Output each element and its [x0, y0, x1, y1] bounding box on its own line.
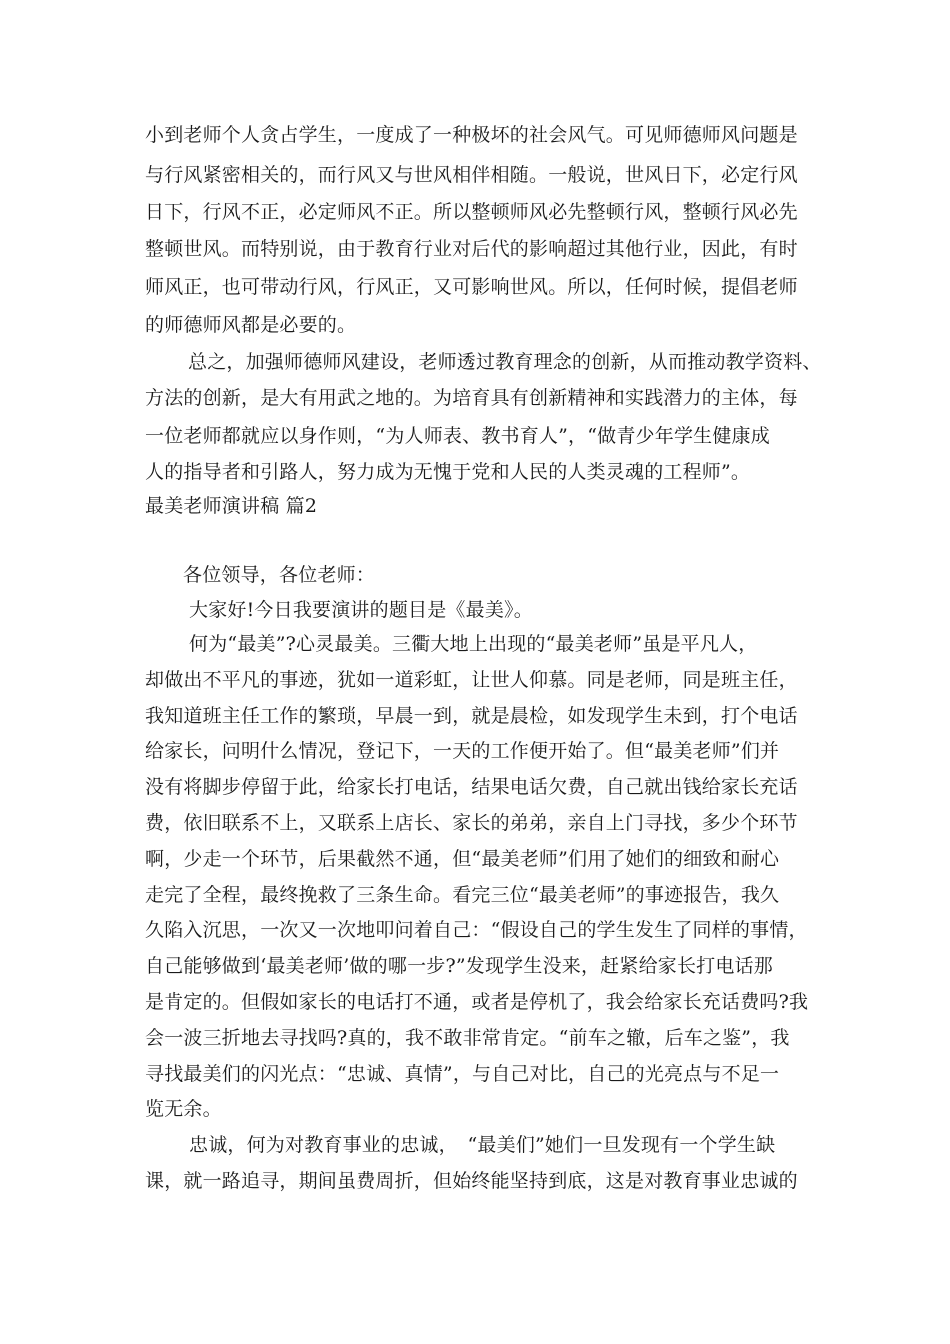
text-line: 是肯定的。但假如家长的电话打不通，或者是停机了，我会给家长充话费吗?我 — [145, 991, 809, 1013]
text-line: 费，依旧联系不上，又联系上店长、家长的弟弟，亲自上门寻找，多少个环节 — [145, 812, 798, 834]
text-line: 一位老师都就应以身作则，“为人师表、教书育人”，“做青少年学生健康成 — [145, 425, 770, 447]
text-line: 整顿世风。而特别说，由于教育行业对后代的影响超过其他行业，因此，有时 — [145, 238, 798, 260]
text-line: 日下，行风不正，必定师风不正。所以整顿师风必先整顿行风，整顿行风必先 — [145, 201, 798, 223]
text-line: 小到老师个人贪占学生，一度成了一种极坏的社会风气。可见师德师风问题是 — [145, 124, 798, 146]
text-line: 走完了全程，最终挽救了三条生命。看完三位“最美老师”的事迹报告，我久 — [145, 884, 780, 906]
text-line: 寻找最美们的闪光点：“忠诚、真情”，与自己对比，自己的光亮点与不足一 — [145, 1063, 780, 1085]
text-line: 没有将脚步停留于此，给家长打电话，结果电话欠费，自己就出钱给家长充话 — [145, 776, 798, 798]
text-line: 自己能够做到‘最美老师’做的哪一步?”发现学生没来，赶紧给家长打电话那 — [145, 955, 773, 977]
text-line: 方法的创新，是大有用武之地的。为培育具有创新精神和实践潜力的主体，每 — [145, 387, 798, 409]
text-line: 课，就一路追寻，期间虽费周折，但始终能坚持到底，这是对教育事业忠诚的 — [145, 1170, 798, 1192]
text-line: 与行风紧密相关的，而行风又与世风相伴相随。一般说，世风日下，必定行风 — [145, 164, 798, 186]
text-line: 却做出不平凡的事迹，犹如一道彩虹，让世人仰慕。同是老师，同是班主任， — [145, 669, 798, 691]
text-line: 何为“最美”?心灵最美。三衢大地上出现的“最美老师”虽是平凡人， — [189, 633, 758, 655]
text-line: 啊，少走一个环节，后果截然不通，但“最美老师”们用了她们的细致和耐心 — [145, 848, 780, 870]
text-line: 人的指导者和引路人，努力成为无愧于党和人民的人类灵魂的工程师”。 — [145, 461, 751, 483]
text-line: 总之，加强师德师风建设，老师透过教育理念的创新，从而推动教学资料、 — [188, 351, 822, 373]
salutation: 各位领导，各位老师： — [183, 564, 376, 586]
text-line: 的师德师风都是必要的。 — [145, 314, 357, 336]
text-line: 久陷入沉思，一次又一次地叩问着自己：“假设自己的学生发生了同样的事情， — [145, 919, 808, 941]
text-line: 给家长，问明什么情况，登记下，一天的工作便开始了。但“最美老师”们并 — [145, 740, 780, 762]
text-line: 览无余。 — [145, 1098, 222, 1120]
text-line: 我知道班主任工作的繁琐，早晨一到，就是晨检，如发现学生未到，打个电话 — [145, 705, 798, 727]
text-line: 忠诚，何为对教育事业的忠诚， “最美们”她们一旦发现有一个学生缺 — [189, 1134, 776, 1156]
text-line: 师风正，也可带动行风，行风正，又可影响世风。所以，任何时候，提倡老师 — [145, 276, 798, 298]
section-heading: 最美老师演讲稿 篇2 — [145, 495, 318, 517]
text-line: 大家好!今日我要演讲的题目是《最美》。 — [189, 599, 533, 621]
text-line: 会一波三折地去寻找吗?真的，我不敢非常肯定。“前车之辙，后车之鉴”，我 — [145, 1027, 790, 1049]
